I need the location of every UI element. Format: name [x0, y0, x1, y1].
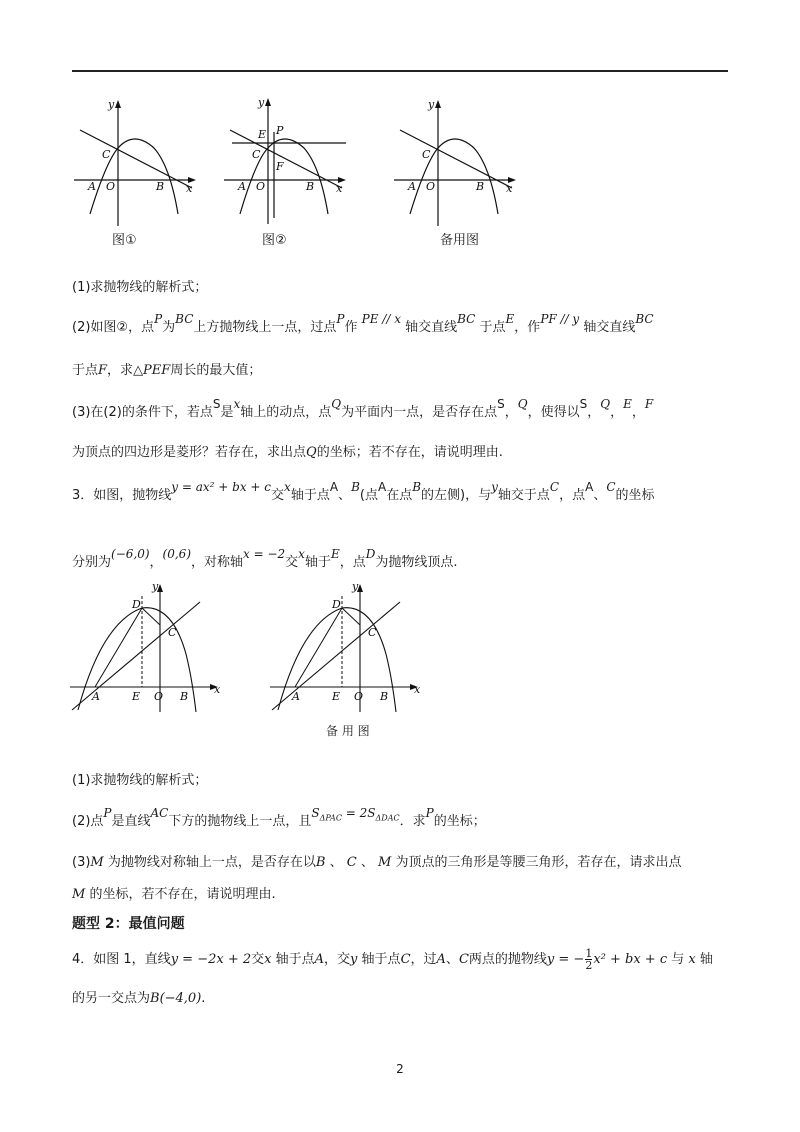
fig2-b-label: B — [306, 180, 315, 193]
fig3-c-label: C — [422, 148, 431, 161]
fig1-x-label: x — [186, 182, 193, 195]
q3-backup-e-label: E — [332, 690, 341, 703]
fig2-o-label: O — [256, 180, 266, 193]
q3-fig-c-label: C — [168, 626, 177, 639]
q2-part1: (1)求抛物线的解析式； — [72, 280, 208, 295]
q2-part3: (3)在(2)的条件下，若点S是x轴上的动点，点Q为平面内一点，是否存在点S，Q，使得以S，Q，E，F — [72, 397, 654, 420]
fig2-a-label: A — [238, 180, 246, 193]
q3-part3: (3)M 为抛物线对称轴上一点，是否存在以B 、 C 、 M 为顶点的三角形是等腰三角形，若存在，请求出点 — [72, 855, 682, 870]
q3-part3-cont: M 的坐标，若不存在，请说明理由. — [72, 887, 276, 902]
fig3-x-label: x — [506, 182, 513, 195]
q3-fig-a-label: A — [92, 690, 100, 703]
fig2-c-label: C — [252, 148, 261, 161]
q3-backup-c-label: C — [368, 626, 377, 639]
q3-backup-d-label: D — [332, 598, 341, 611]
q2-part2-cont: 于点F，求△PEF周长的最大值； — [72, 363, 262, 378]
fig1-c-label: C — [102, 148, 111, 161]
q3-part2: (2)点P是直线AC下方的抛物线上一点，且$S_{\Delta PAC} = 2S_{\Delta DAC}$．求P的坐标； — [72, 806, 486, 829]
q3-fig-y-label: y — [152, 582, 159, 593]
q3-fig-x-label: x — [214, 683, 221, 696]
page-number: 2 — [396, 1062, 404, 1076]
fig3-a-label: A — [408, 180, 416, 193]
fig3-caption: 备用图 — [440, 233, 480, 248]
figure-2 — [222, 94, 352, 229]
fig2-caption: 图② — [262, 233, 287, 248]
q2-part2: (2)如图②，点P为BC上方抛物线上一点，过点P作 PE // x 轴交直线BC 于点E，作PF // y 轴交直线BC — [72, 312, 654, 335]
q3-backup-caption: 备 用 图 — [326, 724, 370, 738]
q3-backup-y-label: y — [352, 582, 359, 593]
q3-backup-o-label: O — [354, 690, 364, 703]
q3-line1: 3．如图，抛物线y = ax² + bx + c交x轴于点A、B(点A在点B的左侧)，与y轴交于点C，点A、C的坐标 — [72, 480, 655, 503]
section-heading: 题型 2：最值问题 — [72, 916, 185, 932]
top-rule — [72, 70, 728, 72]
figure-1 — [72, 96, 202, 231]
q3-backup-x-label: x — [414, 683, 421, 696]
fig2-x-label: x — [336, 182, 343, 195]
q3-figure — [68, 582, 228, 716]
fig2-f-label: F — [276, 160, 284, 173]
q4-line2: 的另一交点为B(−4,0). — [72, 991, 206, 1006]
fig2-p-label: P — [276, 124, 284, 137]
q3-backup-b-label: B — [380, 690, 389, 703]
fig2-y-label: y — [258, 96, 265, 109]
q2-part3-cont: 为顶点的四边形是菱形？若存在，求出点Q的坐标；若不存在，请说明理由. — [72, 445, 503, 460]
fig2-e-label: E — [258, 128, 267, 141]
fig3-b-label: B — [476, 180, 485, 193]
fig1-a-label: A — [88, 180, 96, 193]
fig3-o-label: O — [426, 180, 436, 193]
fig1-y-label: y — [108, 98, 115, 111]
fig1-o-label: O — [106, 180, 116, 193]
q3-fig-b-label: B — [180, 690, 189, 703]
q3-backup-a-label: A — [292, 690, 300, 703]
q3-fig-o-label: O — [154, 690, 164, 703]
fig1-b-label: B — [156, 180, 165, 193]
q3-line2: 分别为(−6,0)，(0,6)，对称轴x = −2交x轴于E，点D为抛物线顶点. — [72, 547, 458, 570]
q3-backup-figure — [268, 582, 428, 716]
figure-3 — [392, 96, 522, 231]
q4-line1: 4．如图 1，直线y = −2x + 2交x 轴于点A，交y 轴于点C，过A、C两点的抛物线y = − $\frac{1}{2}$ x² + bx + c 与 x 轴 — [72, 947, 713, 972]
q3-fig-d-label: D — [132, 598, 141, 611]
fig1-caption: 图① — [112, 233, 137, 248]
fig3-y-label: y — [428, 98, 435, 111]
q3-fig-e-label: E — [132, 690, 141, 703]
q3-part1: (1)求抛物线的解析式； — [72, 773, 208, 788]
